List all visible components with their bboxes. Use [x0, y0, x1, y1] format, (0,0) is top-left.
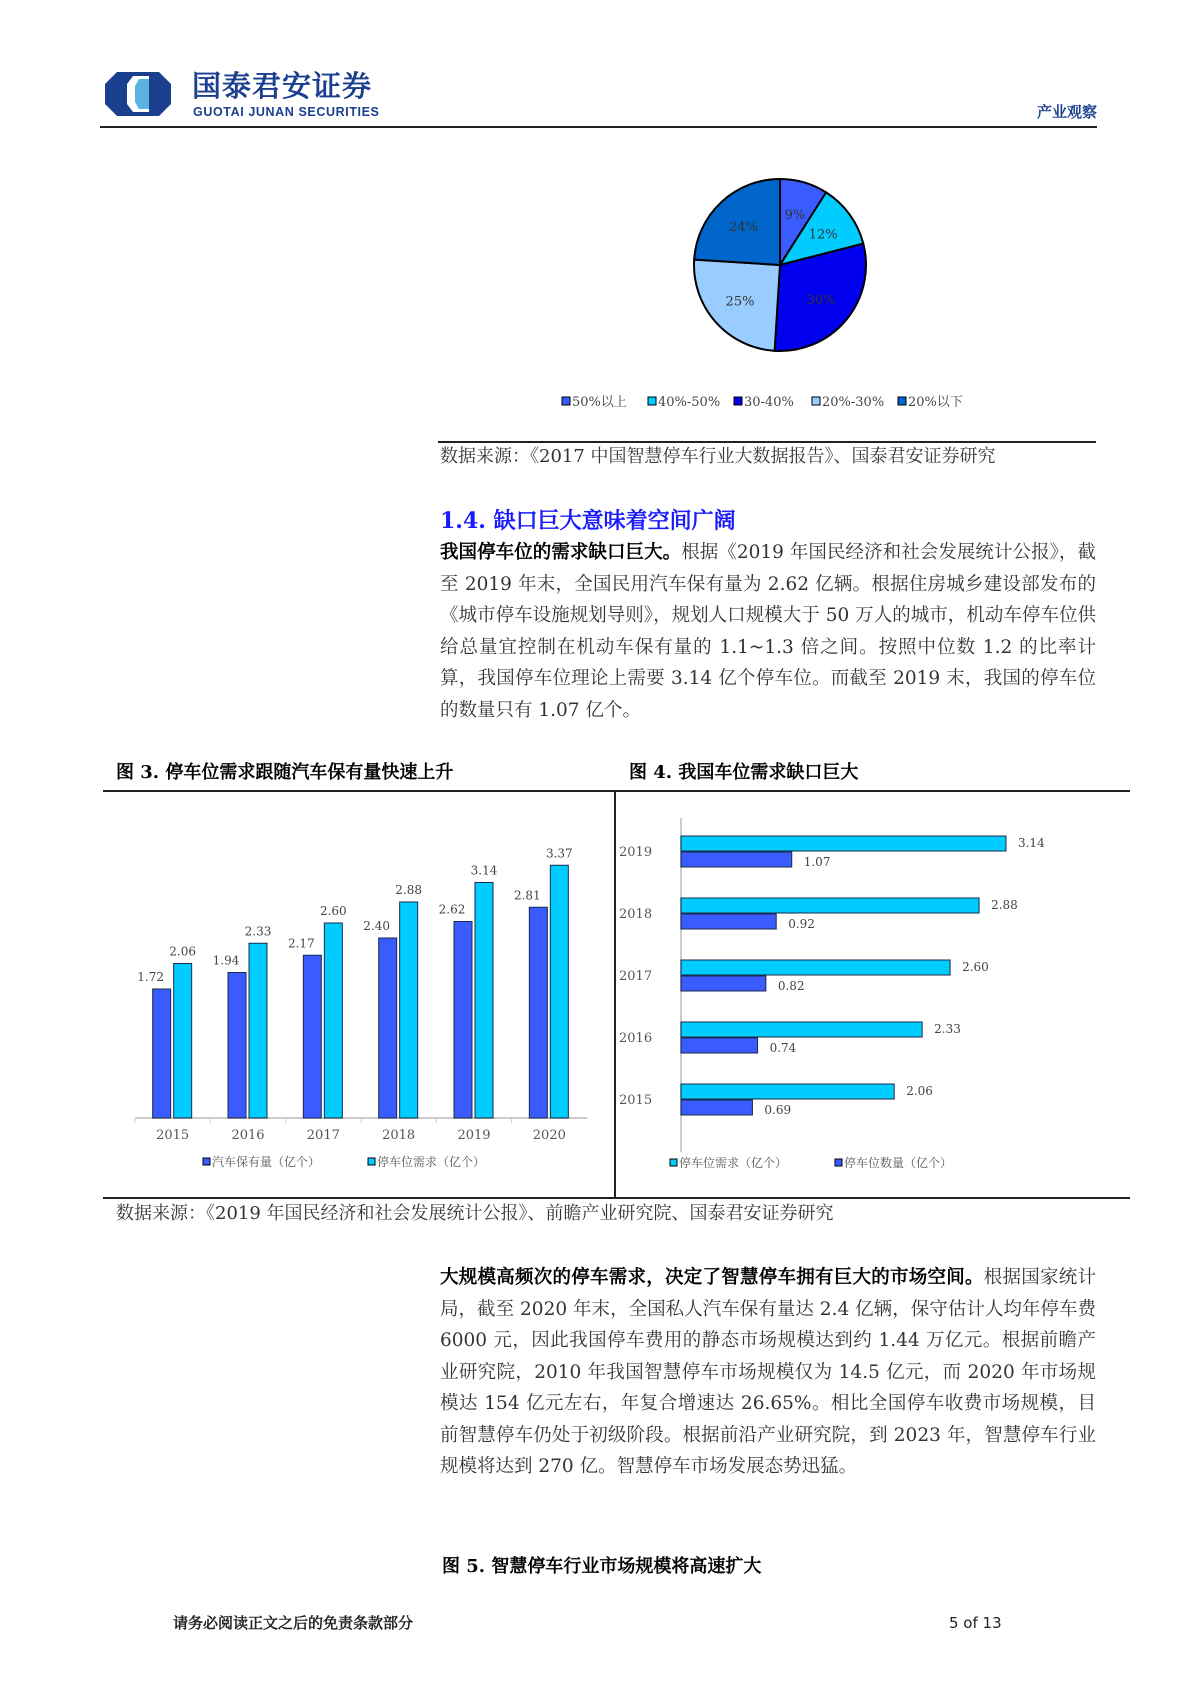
bar-value-label: 2.60 — [962, 960, 989, 974]
legend-label: 停车位数量（亿个） — [844, 1156, 953, 1170]
legend-swatch — [812, 397, 820, 405]
figure-4-bar-chart — [615, 790, 1130, 1197]
header-divider — [100, 126, 1097, 128]
bar — [249, 943, 267, 1118]
figure-5-title: 图 5. 智慧停车行业市场规模将高速扩大 — [442, 1556, 762, 1577]
bar-value-label: 0.69 — [764, 1103, 792, 1117]
bar — [681, 1038, 758, 1053]
paragraph-2-lead: 大规模高频次的停车需求，决定了智慧停车拥有巨大的市场空间。 — [440, 1267, 984, 1288]
bar-value-label: 2.88 — [395, 883, 423, 897]
x-tick-label: 2015 — [156, 1128, 190, 1143]
bar-value-label: 1.94 — [212, 953, 240, 968]
bar-value-label: 3.37 — [545, 846, 573, 861]
bar-value-label: 3.14 — [470, 863, 498, 878]
pie-source: 数据来源：《2017 中国智慧停车行业大数据报告》、国泰君安证券研究 — [440, 446, 996, 467]
legend-label: 30-40% — [744, 395, 794, 410]
legend-swatch — [898, 397, 906, 405]
bar-value-label: 2.81 — [513, 888, 541, 903]
pie-slice-label: 30% — [806, 292, 836, 308]
bar-value-label: 2.33 — [244, 924, 272, 939]
pie-slice-label: 24% — [729, 220, 758, 236]
bar-value-label: 0.74 — [769, 1041, 797, 1055]
legend-label: 20%-30% — [822, 395, 885, 410]
bar-value-label: 2.62 — [438, 902, 466, 917]
paragraph-1-lead: 我国停车位的需求缺口巨大。 — [440, 542, 682, 563]
bar-value-label: 0.82 — [777, 979, 805, 993]
x-tick-label: 2017 — [306, 1128, 340, 1143]
bar — [529, 907, 547, 1118]
figure-bottom-divider — [103, 1197, 1130, 1199]
pie-slice-label: 12% — [808, 227, 838, 243]
company-logo — [103, 70, 173, 118]
paragraph-2 — [440, 1262, 1096, 1483]
legend-swatch — [203, 1158, 210, 1165]
bar — [681, 914, 776, 929]
legend-label: 50%以上 — [572, 395, 627, 410]
bar — [681, 852, 792, 867]
bar — [681, 898, 979, 913]
bar — [174, 964, 192, 1119]
bar-value-label: 2.88 — [991, 898, 1018, 912]
y-tick-label: 2016 — [619, 1031, 653, 1046]
legend-swatch — [835, 1159, 842, 1166]
bar — [228, 973, 246, 1119]
bar-value-label: 1.07 — [803, 855, 831, 869]
bar-value-label: 3.14 — [1017, 836, 1045, 850]
pie-chart — [540, 165, 1100, 425]
paragraph-2-body: 根据国家统计局，截至 2020 年末，全国私人汽车保有量达 2.4 亿辆，保守估计人均年停车费 6000 元，因此我国停车费用的静态市场规模达到约 1.44 万亿元。根据前瞻产业研究院，2010 年我国智慧停车市场规模仅为 14.5 亿元，而 2020 年市场规模达 154 亿元左右，年复合增速达 26.65%。相比全国停车收费市场规模，目前智慧停车仍处于初级阶段。根据前沿产业研究院，到 2023 年，智慧停车行业规模将达到 270 亿。智慧停车市场发展态势迅猛。 — [440, 1267, 1096, 1477]
bar — [454, 922, 472, 1119]
bar-value-label: 2.17 — [287, 936, 315, 951]
y-tick-label: 2015 — [619, 1093, 653, 1108]
x-tick-label: 2018 — [382, 1128, 416, 1143]
bar — [475, 883, 493, 1119]
x-tick-label: 2019 — [457, 1128, 491, 1143]
legend-label: 汽车保有量（亿个） — [212, 1155, 321, 1169]
x-tick-label: 2016 — [231, 1128, 265, 1143]
figure-source: 数据来源：《2019 年国民经济和社会发展统计公报》、前瞻产业研究院、国泰君安证券研究 — [116, 1203, 834, 1224]
legend-swatch — [648, 397, 656, 405]
bar-value-label: 2.33 — [934, 1022, 961, 1036]
bar-value-label: 2.06 — [169, 944, 197, 959]
legend-label: 停车位需求（亿个） — [377, 1155, 486, 1169]
bar — [400, 902, 418, 1118]
bar-value-label: 1.72 — [137, 970, 165, 984]
bar — [681, 1022, 922, 1037]
bar — [153, 989, 171, 1118]
bar — [303, 955, 321, 1118]
bar-value-label: 2.60 — [319, 904, 347, 918]
y-tick-label: 2017 — [619, 969, 653, 984]
legend-swatch — [368, 1158, 375, 1165]
source-divider — [438, 441, 1096, 443]
legend-label: 40%-50% — [658, 395, 721, 410]
legend-swatch — [734, 397, 742, 405]
x-tick-label: 2020 — [532, 1128, 566, 1143]
bar — [681, 1100, 752, 1115]
legend-swatch — [562, 397, 570, 405]
brand-name-cn: 国泰君安证券 — [192, 69, 373, 103]
page-number: 5 of 13 — [949, 1614, 1002, 1632]
bar — [324, 923, 342, 1118]
bar — [681, 960, 950, 975]
brand-name-en: GUOTAI JUNAN SECURITIES — [193, 105, 380, 119]
bar — [681, 836, 1006, 851]
bar-value-label: 2.06 — [906, 1084, 933, 1098]
bar — [681, 976, 766, 991]
bar-value-label: 0.92 — [788, 917, 815, 931]
legend-label: 停车位需求（亿个） — [679, 1156, 788, 1170]
paragraph-1-body: 根据《2019 年国民经济和社会发展统计公报》，截至 2019 年末，全国民用汽车保有量为 2.62 亿辆。根据住房城乡建设部发布的《城市停车设施规划导则》，规划人口规模大于 50 万人的城市，机动车停车位供给总量宜控制在机动车保有量的 1.1~1.3 倍之间。按照中位数 1.2 的比率计算，我国停车位理论上需要 3.14 亿个停车位。而截至 2019 末，我国的停车位的数量只有 1.07 亿个。 — [440, 542, 1096, 721]
figure-3-title: 图 3. 停车位需求跟随汽车保有量快速上升 — [116, 762, 454, 783]
pie-slice-label: 25% — [725, 294, 755, 310]
report-type: 产业观察 — [1036, 103, 1097, 121]
footer-disclaimer: 请务必阅读正文之后的免责条款部分 — [173, 1614, 414, 1632]
bar-value-label: 2.40 — [363, 919, 391, 933]
y-tick-label: 2019 — [619, 845, 653, 860]
bar — [379, 938, 397, 1118]
legend-label: 20%以下 — [908, 395, 963, 410]
pie-slice-label: 9% — [784, 207, 806, 223]
paragraph-1 — [440, 537, 1096, 726]
y-tick-label: 2018 — [619, 907, 653, 922]
section-heading: 1.4. 缺口巨大意味着空间广阔 — [440, 508, 736, 534]
bar — [681, 1084, 894, 1099]
bar — [550, 865, 568, 1118]
legend-swatch — [670, 1159, 677, 1166]
figure-3-bar-chart — [103, 790, 615, 1197]
figure-4-title: 图 4. 我国车位需求缺口巨大 — [629, 762, 859, 783]
